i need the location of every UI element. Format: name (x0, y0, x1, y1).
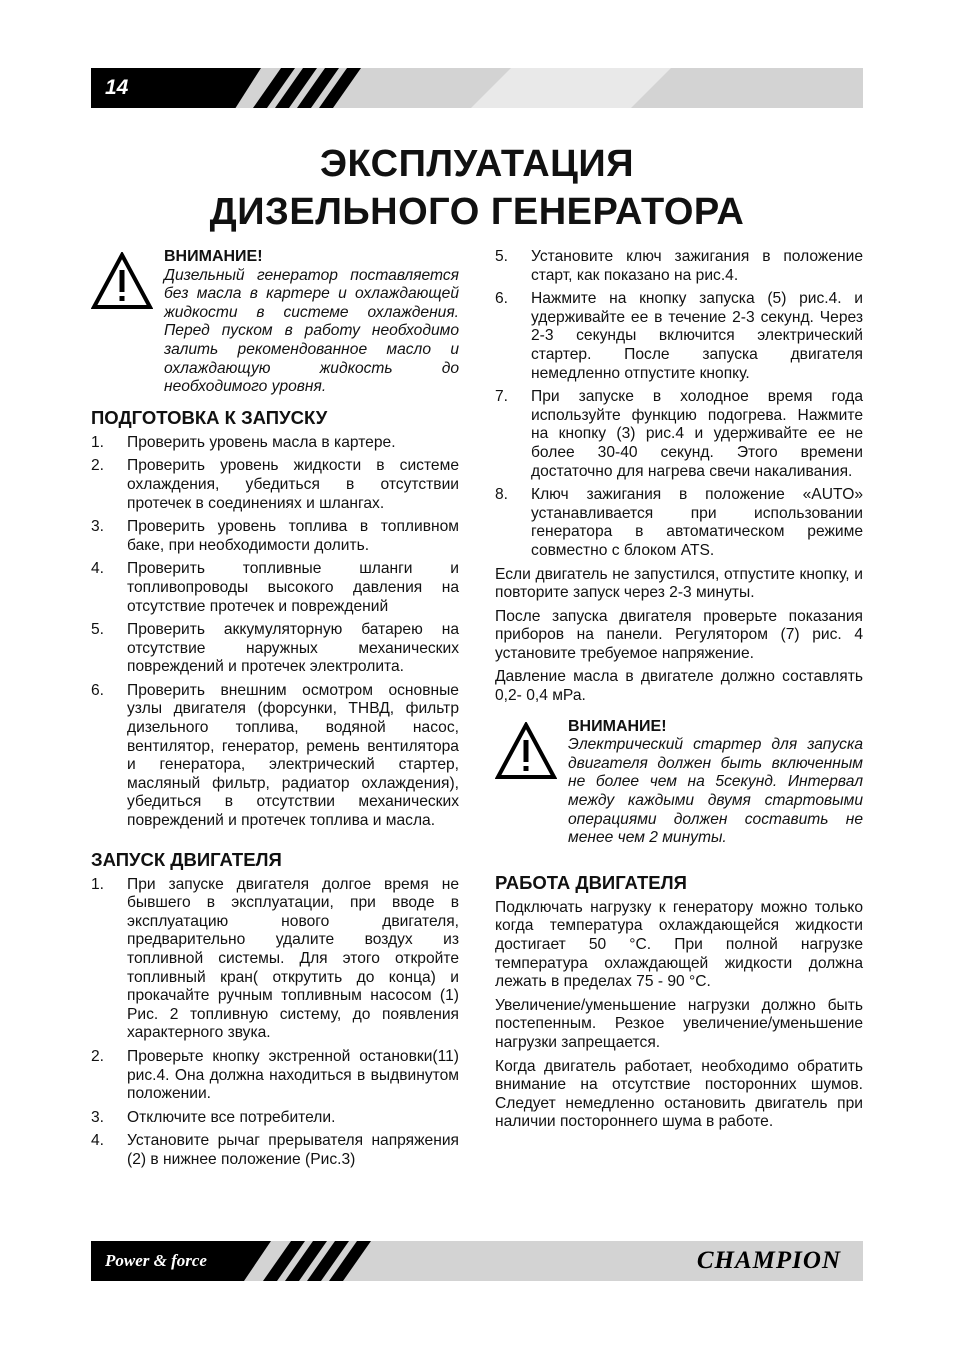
item-text: Проверить топливные шланги и топливопроводы высокого давления на отсутствие протечек и повреждений (127, 560, 459, 615)
item-text: Проверить уровень масла в картере. (127, 433, 396, 451)
warning-triangle-icon (495, 722, 557, 780)
list-item (91, 1048, 459, 1104)
list-item (91, 876, 459, 1043)
item-number: 4. (91, 560, 105, 578)
list-item (91, 560, 459, 616)
list-item (91, 1132, 459, 1169)
warning-box-starter (495, 718, 863, 848)
warning-box-oil (91, 248, 459, 397)
paragraph-restart: Если двигатель не запустился, отпустите кнопку, и повторите запуск через 2-3 минуты. (495, 565, 863, 602)
page-footer-band (91, 1241, 863, 1281)
item-text: Ключ зажигания в положение «AUTO» устанавливается при использовании генератора в автоматическом режиме совместно с блоком ATS. (531, 486, 863, 559)
paragraph-noise: Когда двигатель работает, необходимо обратить внимание на отсутствие посторонних шумов. Следует немедленно остановить двигатель при наличии постороннего шума в работе. (495, 1057, 863, 1131)
item-number: 6. (91, 681, 105, 699)
item-number: 3. (91, 1108, 105, 1126)
item-text: При запуске в холодное время года используйте функцию подогрева. Нажмите на кнопку (3) рис.4 и удерживайте ее не более 30-40 секунд. Этого времени достаточно для нагрева свечи накаливания. (531, 388, 863, 480)
paragraph-oil-pressure: Давление масла в двигателе должно составлять 0,2- 0,4 мРа. (495, 668, 863, 705)
item-text: Проверить уровень топлива в топливном баке, при необходимости долить. (127, 518, 459, 554)
item-text: Установите рычаг прерывателя напряжения (2) в нижнее положение (Рис.3) (127, 1132, 459, 1168)
right-column (495, 248, 863, 1137)
item-number: 4. (91, 1132, 105, 1150)
paragraph-check-gauges: После запуска двигателя проверьте показания приборов на панели. Регулятором (7) рис. 4 установите требуемое напряжение. (495, 607, 863, 662)
start-list-left (91, 876, 459, 1170)
prep-list (91, 434, 459, 831)
list-item (91, 434, 459, 453)
list-item (495, 290, 863, 383)
paragraph-load-change: Увеличение/уменьшение нагрузки должно быть постепенным. Резкое увеличение/уменьшение нагрузки запрещается. (495, 996, 863, 1051)
title-line-1: ЭКСПЛУАТАЦИЯ (319, 143, 635, 185)
item-number: 1. (91, 875, 105, 893)
section-heading-start: ЗАПУСК ДВИГАТЕЛЯ (91, 848, 282, 870)
list-item (495, 388, 863, 481)
footer-slogan: Power & force (105, 1251, 207, 1270)
item-text: Отключите все потребители. (127, 1108, 336, 1126)
brand-logo: CHAMPION (696, 1247, 841, 1274)
section-heading-work: РАБОТА ДВИГАТЕЛЯ (495, 871, 687, 893)
item-number: 7. (495, 388, 509, 406)
list-item (495, 248, 863, 285)
page-number: 14 (105, 76, 129, 99)
section-heading-prep: ПОДГОТОВКА К ЗАПУСКУ (91, 406, 328, 428)
paragraph-load-temp: Подключать нагрузку к генератору можно только когда температура охлаждающейся жидкости достигает 50 °C. При полной нагрузке температура охлаждающей жидкости должна лежать в пределах 75 - 90 °C. (495, 898, 863, 991)
item-number: 5. (495, 248, 509, 265)
list-item (91, 621, 459, 677)
list-item (91, 518, 459, 555)
warning-text: Дизельный генератор поставляется без масла в картере и охлаждающей жидкости в системе охлаждения. Перед пуском в работу необходимо залить рекомендованное масло и охлаждающую жидкость до необходимого уровня. (164, 266, 459, 396)
item-text: При запуске двигателя долгое время не бывшего в эксплуатации, при вводе в эксплуатацию нового двигателя, предварительно удалите воздух из топливной системы. Для этого откройте топливный кран( открутить до конца) и прокачайте ручным топливным насосом (1) Рис. 2 топливную систему, до появления характерного звука. (127, 875, 459, 1042)
item-text: Проверьте кнопку экстренной остановки(11) рис.4. Она должна находиться в выдвинутом положении. (127, 1047, 459, 1103)
item-number: 3. (91, 518, 105, 536)
item-number: 8. (495, 486, 509, 504)
item-text: Проверить внешним осмотром основные узлы двигателя (форсунки, ТНВД, фильтр дизельного топлива, водяной насос, вентилятор, генератор, ремень вентилятора и генератора, электрический стартер, масляный фильтр, радиатор охлаждения), убедиться в отсутствии механических повреждений и протечек топлива и масла. (127, 681, 459, 830)
title-line-2: ДИЗЕЛЬНОГО ГЕНЕРАТОРА (209, 191, 745, 233)
page-header-band (91, 68, 863, 108)
list-item (91, 1109, 459, 1128)
item-number: 5. (91, 621, 105, 639)
list-item (91, 457, 459, 513)
item-text: Нажмите на кнопку запуска (5) рис.4. и удерживайте ее в течение 2-3 секунд. Через 2-3 секунды включится электрический стартер. После запуска двигателя немедленно отпустите кнопку. (531, 290, 863, 382)
start-list-right (495, 248, 863, 561)
item-number: 1. (91, 433, 105, 451)
list-item (495, 486, 863, 560)
page-title (0, 140, 954, 236)
item-number: 2. (91, 457, 105, 475)
item-number: 2. (91, 1047, 105, 1065)
warning-triangle-icon (91, 252, 153, 310)
warning-text: Электрический стартер для запуска двигателя должен быть включенным не более чем на 5секунд. Интервал между каждыми двумя стартовыми операциями должен составить не менее чем 2 минуты. (568, 736, 863, 847)
item-text: Проверить аккумуляторную батарею на отсутствие наружных механических повреждений и протечек электролита. (127, 621, 459, 676)
item-number: 6. (495, 290, 509, 308)
left-column (91, 248, 459, 1175)
warning-title: ВНИМАНИЕ! (164, 248, 263, 265)
list-item (91, 682, 459, 831)
item-text: Проверить уровень жидкости в системе охлаждения, убедиться в отсутствии протечек в соединениях и шлангах. (127, 457, 459, 512)
warning-title: ВНИМАНИЕ! (568, 717, 667, 735)
item-text: Установите ключ зажигания в положение старт, как показано на рис.4. (531, 248, 863, 284)
